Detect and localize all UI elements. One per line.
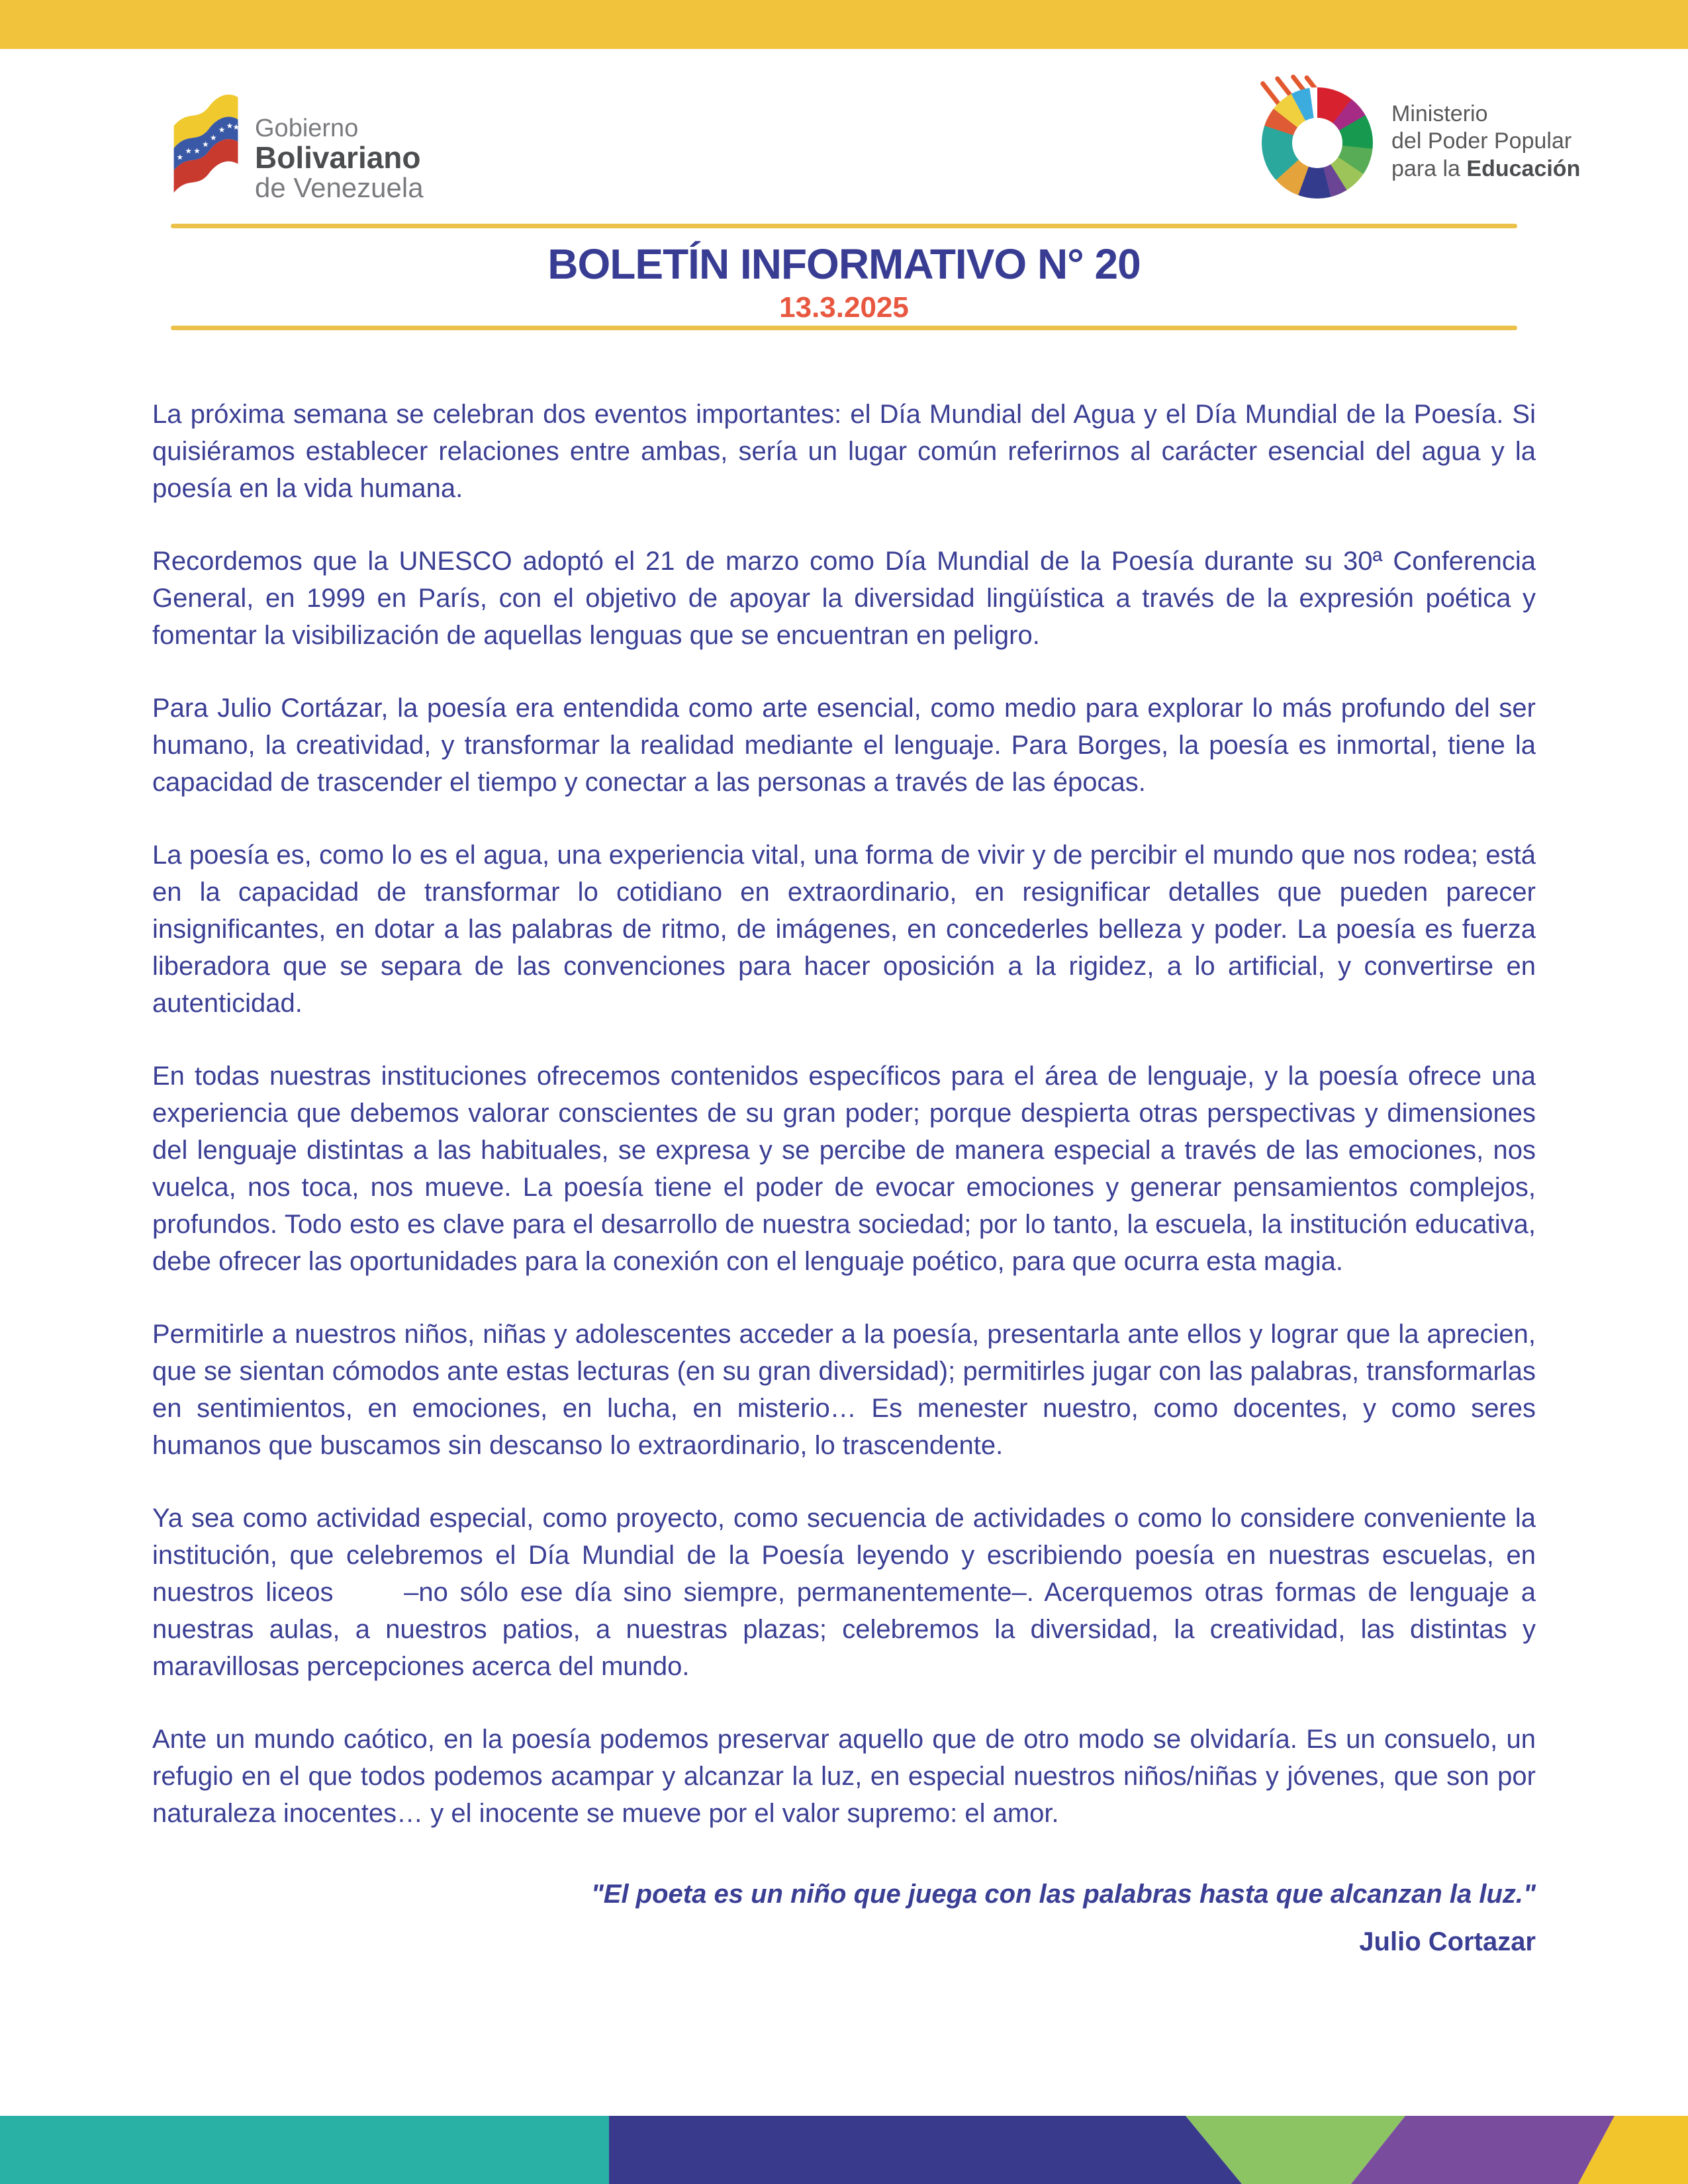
venezuela-flag-icon [167, 87, 248, 198]
gold-rule-bottom [171, 326, 1517, 330]
svg-text:★: ★ [218, 125, 226, 135]
svg-text:★: ★ [185, 146, 193, 156]
bulletin-body [152, 396, 1536, 1868]
quote-block [152, 1876, 1536, 1957]
svg-text:★: ★ [209, 133, 217, 143]
body-paragraph: La poesía es, como lo es el agua, una experiencia vital, una forma de vivir y de percibir el mundo que nos rodea; está en la capacidad de transformar lo cotidiano en extraordinario, en resignificar detalles que pueden parecer insignificantes, en dotar a las palabras de ritmo, de imágenes, en concederles belleza y poder. La poesía es fuerza liberadora que se separa de las convenciones para hacer oposición a la rigidez, a lo artificial, y convertirse en autenticidad. [152, 841, 1536, 1018]
ministry-text-line1: Ministerio [1391, 101, 1488, 126]
svg-text:★: ★ [202, 139, 209, 149]
body-paragraph: Permitirle a nuestros niños, niñas y adolescentes acceder a la poesía, presentarla ante ellos y lograr que la aprecien, que se sientan cómodos ante estas lecturas (en su gran diversidad); permitirles jugar con las palabras, transformarlas en sentimientos, en emociones, en lucha, en misterio… Es menester nuestro, como docentes, y como seres humanos que buscamos sin descanso lo extraordinario, lo trascendente. [152, 1320, 1536, 1460]
page-date: 13.3.2025 [779, 291, 909, 324]
body-paragraph: Para Julio Cortázar, la poesía era entendida como arte esencial, como medio para explorar lo más profundo del ser humano, la creatividad, y transformar la realidad mediante el lenguaje. Para Borges, la poesía es inmortal, tiene la capacidad de trascender el tiempo y conectar a las personas a través de las épocas. [152, 694, 1536, 797]
ministry-ring-icon [1251, 73, 1383, 205]
body-paragraph: Ya sea como actividad especial, como proyecto, como secuencia de actividades o como lo considere conveniente la institución, que celebremos el Día Mundial de la Poesía leyendo y escribiendo poesía en nuestras escuelas, en nuestros liceos –no sólo ese día sino siempre, permanentemente–. Acerquemos otras formas de lenguaje a nuestras aulas, a nuestros patios, a nuestras plazas; celebremos la diversidad, la creatividad, las distintas y maravillosas percepciones acerca del mundo. [152, 1504, 1536, 1681]
quote-text: "El poeta es un niño que juega con las palabras hasta que alcanzan la luz." [590, 1880, 1536, 1909]
ministry-text-line2: del Poder Popular [1391, 128, 1572, 154]
gov-text-line2: Bolivariano [255, 140, 421, 175]
page-title: BOLETÍN INFORMATIVO N° 20 [547, 240, 1141, 288]
gov-text-line3: de Venezuela [255, 172, 424, 203]
body-paragraph: En todas nuestras instituciones ofrecemos contenidos específicos para el área de lenguaje, y la poesía ofrece una experiencia que debemos valorar conscientes de su gran poder; porque despierta otras perspectivas y dimensiones del lenguaje distintas a las habituales, se expresa y se percibe de manera especial a través de las emociones, nos vuelca, nos toca, nos mueve. La poesía tiene el poder de evocar emociones y generar pensamientos complejos, profundos. Todo esto es clave para el desarrollo de nuestra sociedad; por lo tanto, la escuela, la institución educativa, debe ofrecer las oportunidades para la conexión con el lenguaje poético, para que ocurra esta magia. [152, 1062, 1536, 1276]
gold-rule-top [171, 224, 1517, 228]
body-paragraph: Recordemos que la UNESCO adoptó el 21 de marzo como Día Mundial de la Poesía durante su 30ª Conferencia General, en 1999 en París, con el objetivo de apoyar la diversidad lingüística a través de la expresión poética y fomentar la visibilización de aquellas lenguas que se encuentran en peligro. [152, 547, 1536, 650]
body-paragraph: La próxima semana se celebran dos eventos importantes: el Día Mundial del Agua y el Día Mundial de la Poesía. Si quisiéramos establecer relaciones entre ambas, sería un lugar común referirnos al carácter esencial del agua y la poesía en la vida humana. [152, 400, 1536, 503]
government-logo [167, 87, 424, 202]
svg-text:★: ★ [193, 146, 201, 156]
quote-attribution: Julio Cortazar [1359, 1927, 1536, 1956]
svg-text:★: ★ [232, 122, 240, 132]
footer-color-band [0, 2116, 1688, 2184]
svg-text:★: ★ [176, 152, 184, 162]
svg-text:★: ★ [226, 121, 234, 131]
top-accent-bar [0, 0, 1688, 49]
gov-text-line1: Gobierno [255, 114, 359, 142]
government-logo-text [255, 116, 424, 202]
body-paragraph: Ante un mundo caótico, en la poesía podemos preservar aquello que de otro modo se olvidaría. Es un consuelo, un refugio en el que todos podemos acampar y alcanzar la luz, en especial nuestros niños/niñas y jóvenes, que son por naturaleza inocentes… y el inocente se mueve por el valor supremo: el amor. [152, 1725, 1536, 1828]
ministry-logo-text [1391, 101, 1580, 183]
ministry-logo [1251, 73, 1580, 205]
ministry-text-line3: para la Educación [1391, 156, 1581, 181]
